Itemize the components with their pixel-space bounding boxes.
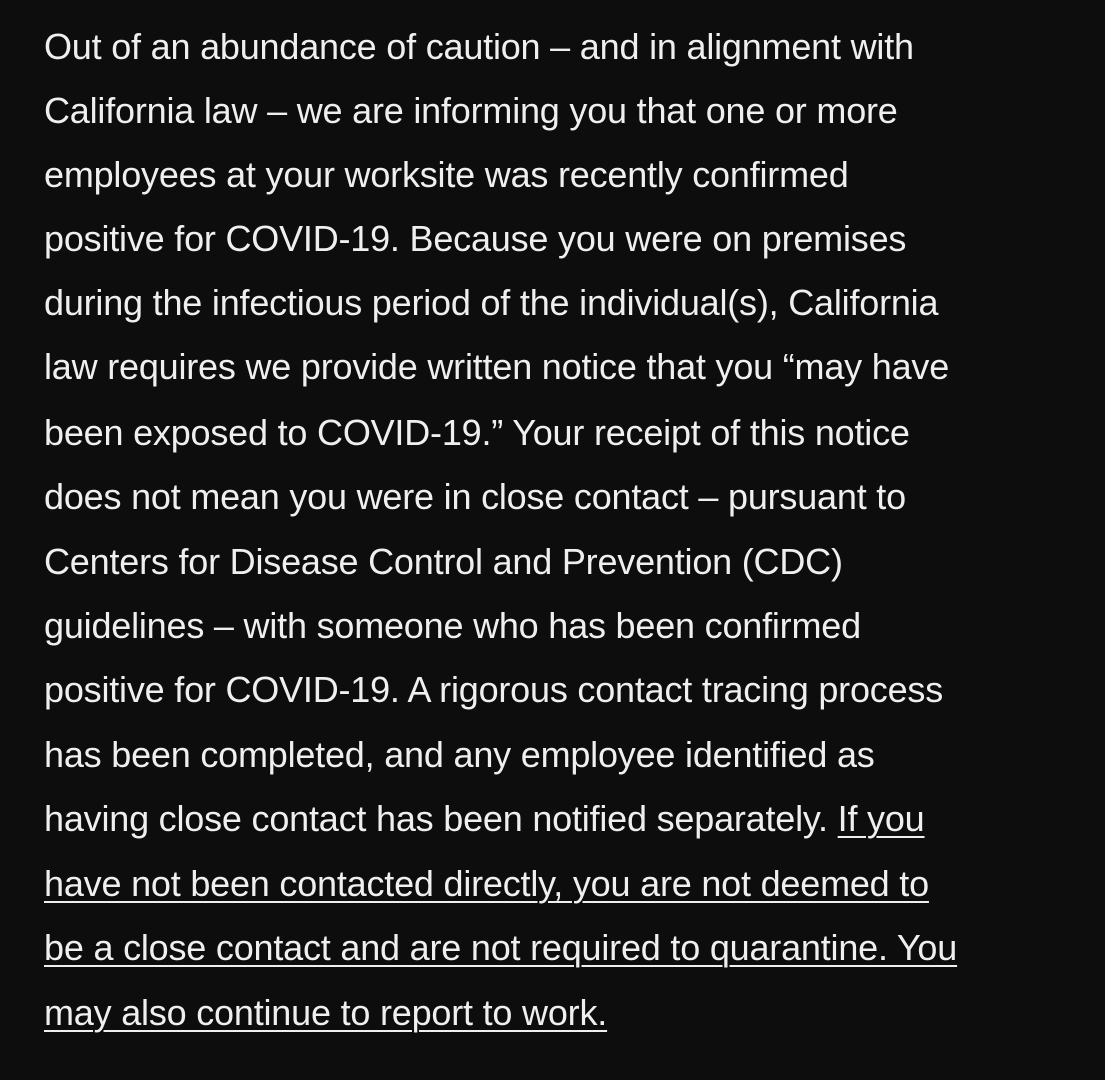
notice-line: positive for COVID-19. Because you were on premises — [44, 218, 907, 259]
notice-line: employees at your worksite was recently confirmed — [44, 154, 849, 195]
notice-line: Centers for Disease Control and Prevention (CDC) — [44, 541, 843, 582]
notice-line: been exposed to COVID-19.” Your receipt of this notice — [44, 412, 910, 453]
notice-line: guidelines – with someone who has been confirmed — [44, 605, 861, 646]
notice-line: Out of an abundance of caution – and in alignment with — [44, 26, 914, 67]
notice-line — [44, 787, 925, 851]
notice-line: has been completed, and any employee identified as — [44, 734, 875, 775]
notice-underlined-line: may also continue to report to work. — [44, 992, 608, 1033]
notice-line: does not mean you were in close contact – pursuant to — [44, 476, 906, 517]
notice-underlined-line: have not been contacted directly, you are not deemed to — [44, 863, 929, 904]
notice-line: positive for COVID-19. A rigorous contact tracing process — [44, 669, 944, 710]
notice-line: California law – we are informing you that one or more — [44, 90, 898, 131]
notice-line: during the infectious period of the individual(s), California — [44, 282, 939, 323]
notice-line: law requires we provide written notice that you “may have — [44, 346, 950, 387]
notice-underlined-line: be a close contact and are not required to quarantine. You — [44, 927, 958, 968]
notice-text: having close contact has been notified separately. — [44, 798, 838, 839]
notice-underlined-text: If you — [837, 798, 925, 839]
